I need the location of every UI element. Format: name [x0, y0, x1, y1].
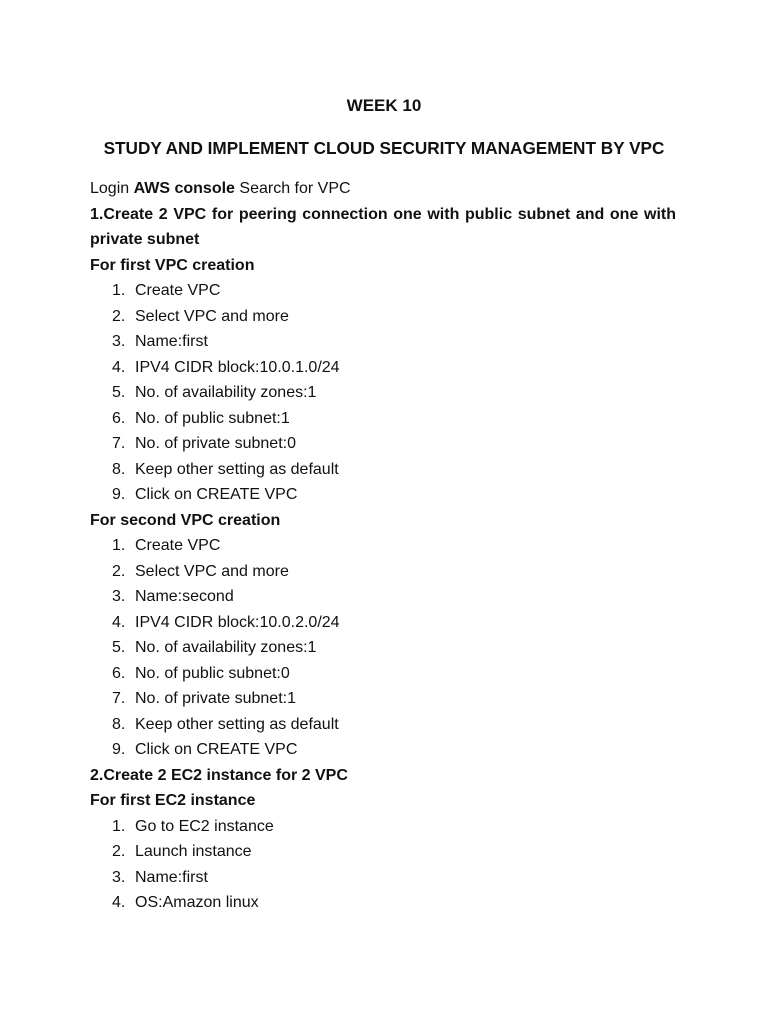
step-text: No. of public subnet:0 — [135, 664, 290, 682]
step-text: Select VPC and more — [135, 307, 289, 325]
list-item: 4. IPV4 CIDR block:10.0.2.0/24 — [112, 613, 340, 631]
list-item: 7. No. of private subnet:1 — [112, 690, 296, 707]
list-item: 3. Name:second — [112, 588, 234, 605]
step-text: Keep other setting as default — [135, 460, 339, 478]
list-item: 8. Keep other setting as default — [112, 715, 339, 733]
step-text: Keep other setting as default — [135, 715, 339, 733]
intro-strong: AWS console — [133, 180, 235, 197]
document-title: STUDY AND IMPLEMENT CLOUD SECURITY MANAGEMENT BY VPC — [103, 138, 665, 158]
list-item: 4. OS:Amazon linux — [112, 894, 259, 911]
intro-prefix: Login — [90, 180, 134, 197]
section1-heading: 1.Create 2 VPC for peering connection one with public subnet and one with private subnet — [90, 205, 676, 248]
step-text: Select VPC and more — [135, 562, 289, 580]
step-text: Go to EC2 instance — [135, 817, 274, 835]
week-heading: WEEK 10 — [346, 96, 422, 115]
document-body — [90, 176, 676, 916]
list-item: 6. No. of public subnet:0 — [112, 664, 290, 682]
second-vpc-heading: For second VPC creation — [90, 511, 281, 529]
step-text: Name:first — [135, 868, 208, 886]
list-item: 4. IPV4 CIDR block:10.0.1.0/24 — [112, 358, 340, 376]
step-text: No. of private subnet:0 — [135, 435, 296, 452]
step-text: OS:Amazon linux — [135, 894, 259, 911]
step-text: Name:first — [135, 333, 208, 350]
step-text: Click on CREATE VPC — [135, 741, 298, 758]
step-text: Click on CREATE VPC — [135, 486, 298, 503]
list-item: 3. Name:first — [112, 868, 208, 886]
step-text: No. of availability zones:1 — [135, 384, 317, 401]
step-text: IPV4 CIDR block:10.0.1.0/24 — [135, 358, 340, 376]
second-vpc-steps — [90, 533, 676, 763]
first-vpc-steps — [90, 278, 676, 508]
step-text: Create VPC — [135, 537, 221, 554]
first-vpc-heading: For first VPC creation — [90, 256, 255, 274]
list-item: 9. Click on CREATE VPC — [112, 741, 298, 758]
list-item: 6. No. of public subnet:1 — [112, 409, 290, 427]
section2-heading: 2.Create 2 EC2 instance for 2 VPC — [90, 766, 348, 784]
list-item: 1. Create VPC — [112, 282, 221, 299]
step-text: Name:second — [135, 588, 234, 605]
intro-line — [90, 176, 676, 202]
list-item: 1. Create VPC — [112, 537, 221, 554]
step-text: No. of public subnet:1 — [135, 409, 290, 427]
step-text: No. of availability zones:1 — [135, 639, 317, 656]
step-text: Create VPC — [135, 282, 221, 299]
first-ec2-heading: For first EC2 instance — [90, 792, 256, 809]
list-item: 1. Go to EC2 instance — [112, 817, 274, 835]
list-item: 7. No. of private subnet:0 — [112, 435, 296, 452]
step-text: Launch instance — [135, 843, 252, 860]
list-item: 5. No. of availability zones:1 — [112, 639, 317, 656]
list-item: 3. Name:first — [112, 333, 208, 350]
list-item: 2. Launch instance — [112, 843, 252, 860]
list-item: 2. Select VPC and more — [112, 562, 289, 580]
list-item: 5. No. of availability zones:1 — [112, 384, 317, 401]
step-text: IPV4 CIDR block:10.0.2.0/24 — [135, 613, 340, 631]
list-item: 2. Select VPC and more — [112, 307, 289, 325]
list-item: 8. Keep other setting as default — [112, 460, 339, 478]
list-item: 9. Click on CREATE VPC — [112, 486, 298, 503]
first-ec2-steps — [90, 814, 676, 916]
intro-suffix: Search for VPC — [234, 180, 351, 197]
step-text: No. of private subnet:1 — [135, 690, 296, 707]
